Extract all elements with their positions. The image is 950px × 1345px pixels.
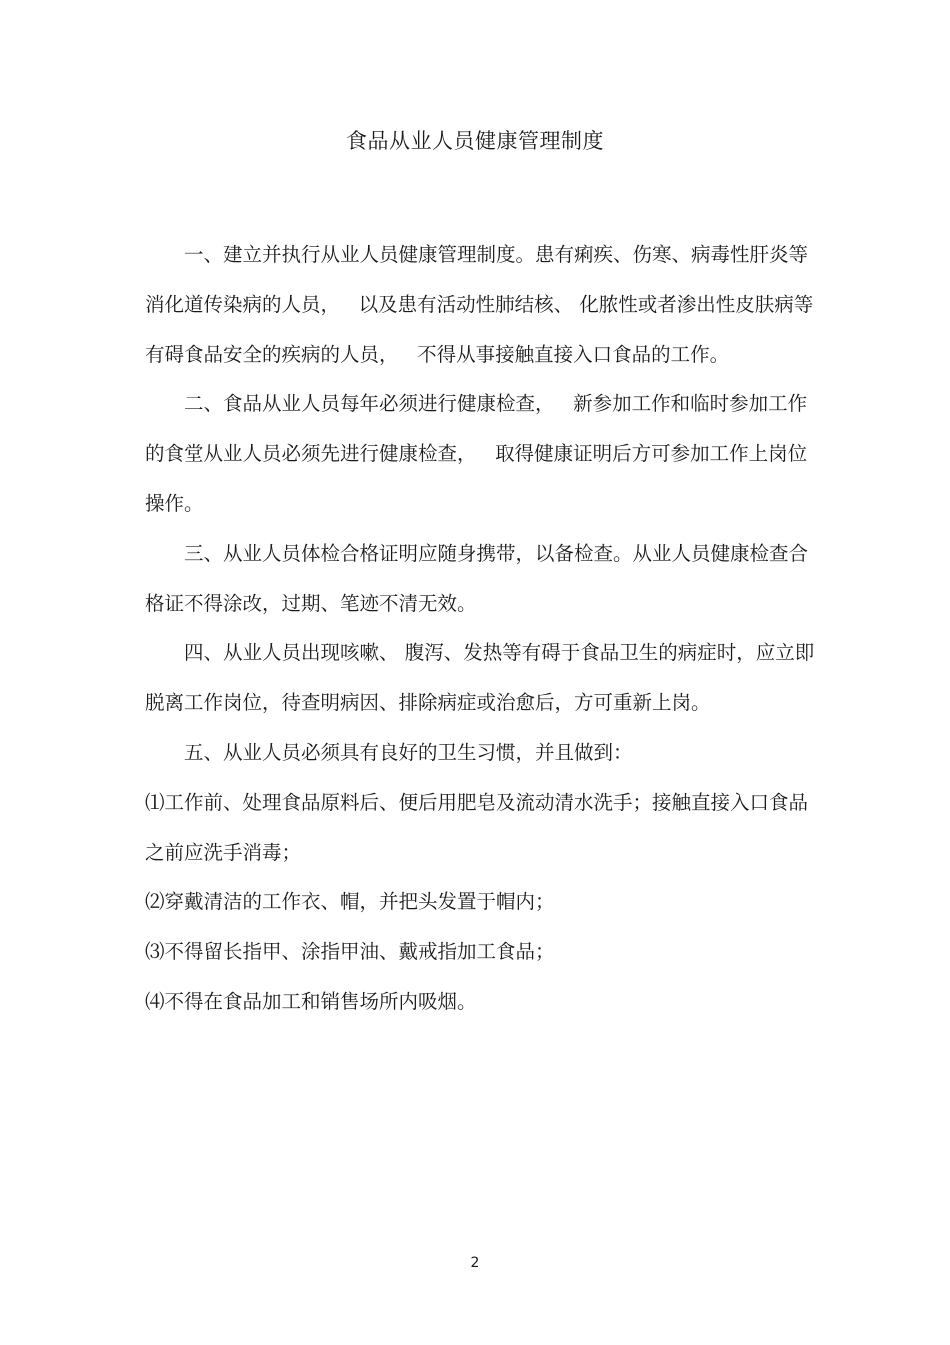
paragraph-1: 一、建立并执行从业人员健康管理制度。患有痢疾、伤寒、病毒性肝炎等消化道传染病的人员， 以及患有活动性肺结核、 化脓性或者渗出性皮肤病等有碍食品安全的疾病的人员， 不得从事接触直接入口食品的工作。 bbox=[145, 243, 814, 366]
paragraph-2: 二、食品从业人员每年必须进行健康检查， 新参加工作和临时参加工作的食堂从业人员必须先进行健康检查， 取得健康证明后方可参加工作上岗位操作。 bbox=[145, 392, 808, 515]
document-title: 食品从业人员健康管理制度 bbox=[346, 129, 604, 153]
paragraph-5: 五、从业人员必须具有良好的卫生习惯，并且做到： bbox=[184, 740, 633, 764]
list-item-1: ⑴工作前、处理食品原料后、便后用肥皂及流动清水洗手；接触直接入口食品之前应洗手消毒； bbox=[145, 790, 809, 864]
paragraph-4: 四、从业人员出现咳嗽、 腹泻、发热等有碍于食品卫生的病症时，应立即脱离工作岗位，待查明病因、排除病症或治愈后，方可重新上岗。 bbox=[145, 641, 815, 715]
document-body bbox=[145, 230, 817, 1027]
list-item-4: ⑷不得在食品加工和销售场所内吸烟。 bbox=[145, 989, 477, 1013]
paragraph-3: 三、从业人员体检合格证明应随身携带，以备检查。从业人员健康检查合格证不得涂改，过期、笔迹不清无效。 bbox=[145, 541, 809, 615]
list-item-3: ⑶不得留长指甲、涂指甲油、戴戒指加工食品； bbox=[145, 940, 555, 964]
list-item-2: ⑵穿戴清洁的工作衣、帽，并把头发置于帽内； bbox=[145, 890, 555, 914]
page-number: 2 bbox=[470, 1255, 480, 1271]
